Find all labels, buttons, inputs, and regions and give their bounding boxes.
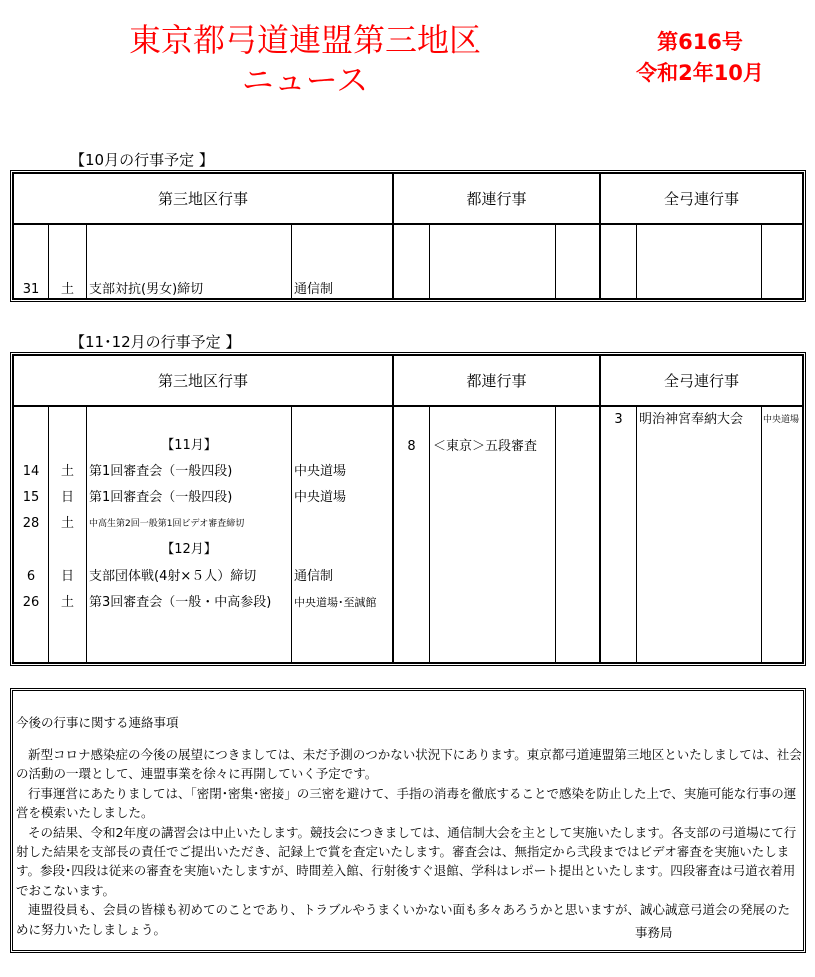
notices-title: 今後の行事に関する連絡事項 [16, 715, 179, 730]
month-heading-november: 【11月】 [161, 438, 217, 453]
column-divider [555, 406, 556, 663]
novdec-district-header: 第三地区行事 [157, 372, 248, 390]
october-schedule-table [10, 170, 806, 302]
novdec-row-place: 中央道場 [294, 464, 347, 479]
october-row-place: 通信制 [294, 282, 334, 297]
column-divider [48, 406, 49, 663]
notices-body [16, 745, 802, 939]
novdec-row-event: 第3回審査会（一般・中高参段) [89, 595, 272, 610]
novdec-row-place: 中央道場 [294, 490, 347, 505]
novdec-row-event: 支部団体戦(4射×５人）締切 [89, 569, 257, 584]
column-divider [636, 406, 637, 663]
newsletter-subtitle: ニュース [241, 61, 369, 99]
october-row-event: 支部対抗(男女)締切 [89, 282, 204, 297]
novdec-national-body [600, 406, 803, 663]
issue-number: 第616号 [657, 30, 743, 54]
column-divider [429, 406, 430, 663]
novdec-row-weekday: 土 [60, 464, 74, 479]
issue-date: 令和2年10月 [636, 61, 764, 85]
column-divider [429, 224, 430, 299]
national-event-place: 中央道場 [763, 415, 800, 425]
column-divider [761, 224, 762, 299]
october-national-header: 全弓連行事 [663, 190, 739, 208]
column-divider [555, 224, 556, 299]
month-heading-december: 【12月】 [161, 542, 217, 557]
newsletter-title: 東京都弓道連盟第三地区 [128, 21, 481, 59]
national-event-name: 明治神宮奉納大会 [639, 412, 744, 427]
novdec-row-day: 26 [22, 595, 40, 610]
novdec-row-day: 28 [22, 516, 40, 531]
column-divider [761, 406, 762, 663]
national-event-day: 3 [614, 412, 623, 427]
tokyo-event-day: 8 [407, 439, 416, 454]
october-district-header: 第三地区行事 [157, 190, 248, 208]
novdec-row-event: 第1回審査会（一般四段) [89, 464, 233, 479]
october-district-header-cell [13, 173, 393, 224]
column-divider [86, 224, 87, 299]
october-tokyo-body [393, 224, 600, 299]
notices-box [10, 688, 806, 953]
notice-paragraph: その結果、令和2年度の講習会は中止いたします。競技会につきましては、通信制大会を主として実施いたします。各支部の弓道場にて行射した結果を支部長の責任でご提出いただき、記録上で賞を査定いたします。審査会は、無指定から弐段まではビデオ審査を実施いたします。参段･四段は従来の審査を実施いたしますが、時間差入館、行射後すぐ退館、学科はレポート提出といたします。四段審査は弓道衣着用でおこないます。 [16, 824, 797, 898]
october-tokyo-header: 都連行事 [466, 190, 527, 208]
novdec-row-day: 6 [26, 569, 36, 584]
october-row-day: 31 [22, 282, 40, 297]
novdec-row-weekday: 土 [60, 595, 74, 610]
novdec-row-weekday: 日 [60, 569, 74, 584]
october-national-body [600, 224, 803, 299]
novdec-row-weekday: 土 [60, 516, 74, 531]
column-divider [291, 224, 292, 299]
october-tokyo-header-cell [393, 173, 600, 224]
novdec-district-header-cell [13, 355, 393, 406]
novdec-tokyo-header-cell [393, 355, 600, 406]
novdec-row-event: 第1回審査会（一般四段) [89, 490, 233, 505]
notices-signature: 事務局 [635, 925, 673, 940]
notice-paragraph: 行事運営にあたりましては、「密閉･密集･密接」の三密を避けて、手指の消毒を徹底することで感染を防止した上で、実施可能な行事の運営を模索いたしました。 [16, 785, 797, 821]
column-divider [291, 406, 292, 663]
novdec-row-weekday: 日 [60, 490, 74, 505]
october-national-header-cell [600, 173, 803, 224]
tokyo-event-name: ＜東京＞五段審査 [433, 439, 538, 454]
novdec-schedule-table [10, 352, 806, 666]
novdec-row-event: 中高生第2回一般第1回ビデオ審査締切 [89, 519, 245, 529]
novdec-row-place: 通信制 [294, 569, 334, 584]
notice-paragraph: 連盟役員も、会員の皆様も初めてのことであり、トラブルやうまくいかない面も多々あろうかと思いますが、誠心誠意弓道会の発展のために努力いたしましょう。 [16, 902, 791, 937]
novdec-section-title: 【11･12月の行事予定 】 [70, 333, 241, 351]
novdec-national-header-cell [600, 355, 803, 406]
novdec-row-day: 15 [22, 490, 40, 505]
column-divider [636, 224, 637, 299]
novdec-national-header: 全弓連行事 [663, 372, 739, 390]
notice-paragraph: 新型コロナ感染症の今後の展望につきましては、未だ予測のつかない状況下にあります。東京都弓道連盟第三地区といたしましては、社会の活動の一環として、連盟事業を徐々に再開していく予定です。 [16, 747, 802, 782]
october-section-title: 【10月の行事予定 】 [70, 151, 214, 169]
novdec-row-place: 中央道場･至誠館 [294, 596, 377, 609]
october-row-weekday: 土 [60, 282, 74, 297]
novdec-row-day: 14 [22, 464, 40, 479]
novdec-tokyo-header: 都連行事 [466, 372, 527, 390]
